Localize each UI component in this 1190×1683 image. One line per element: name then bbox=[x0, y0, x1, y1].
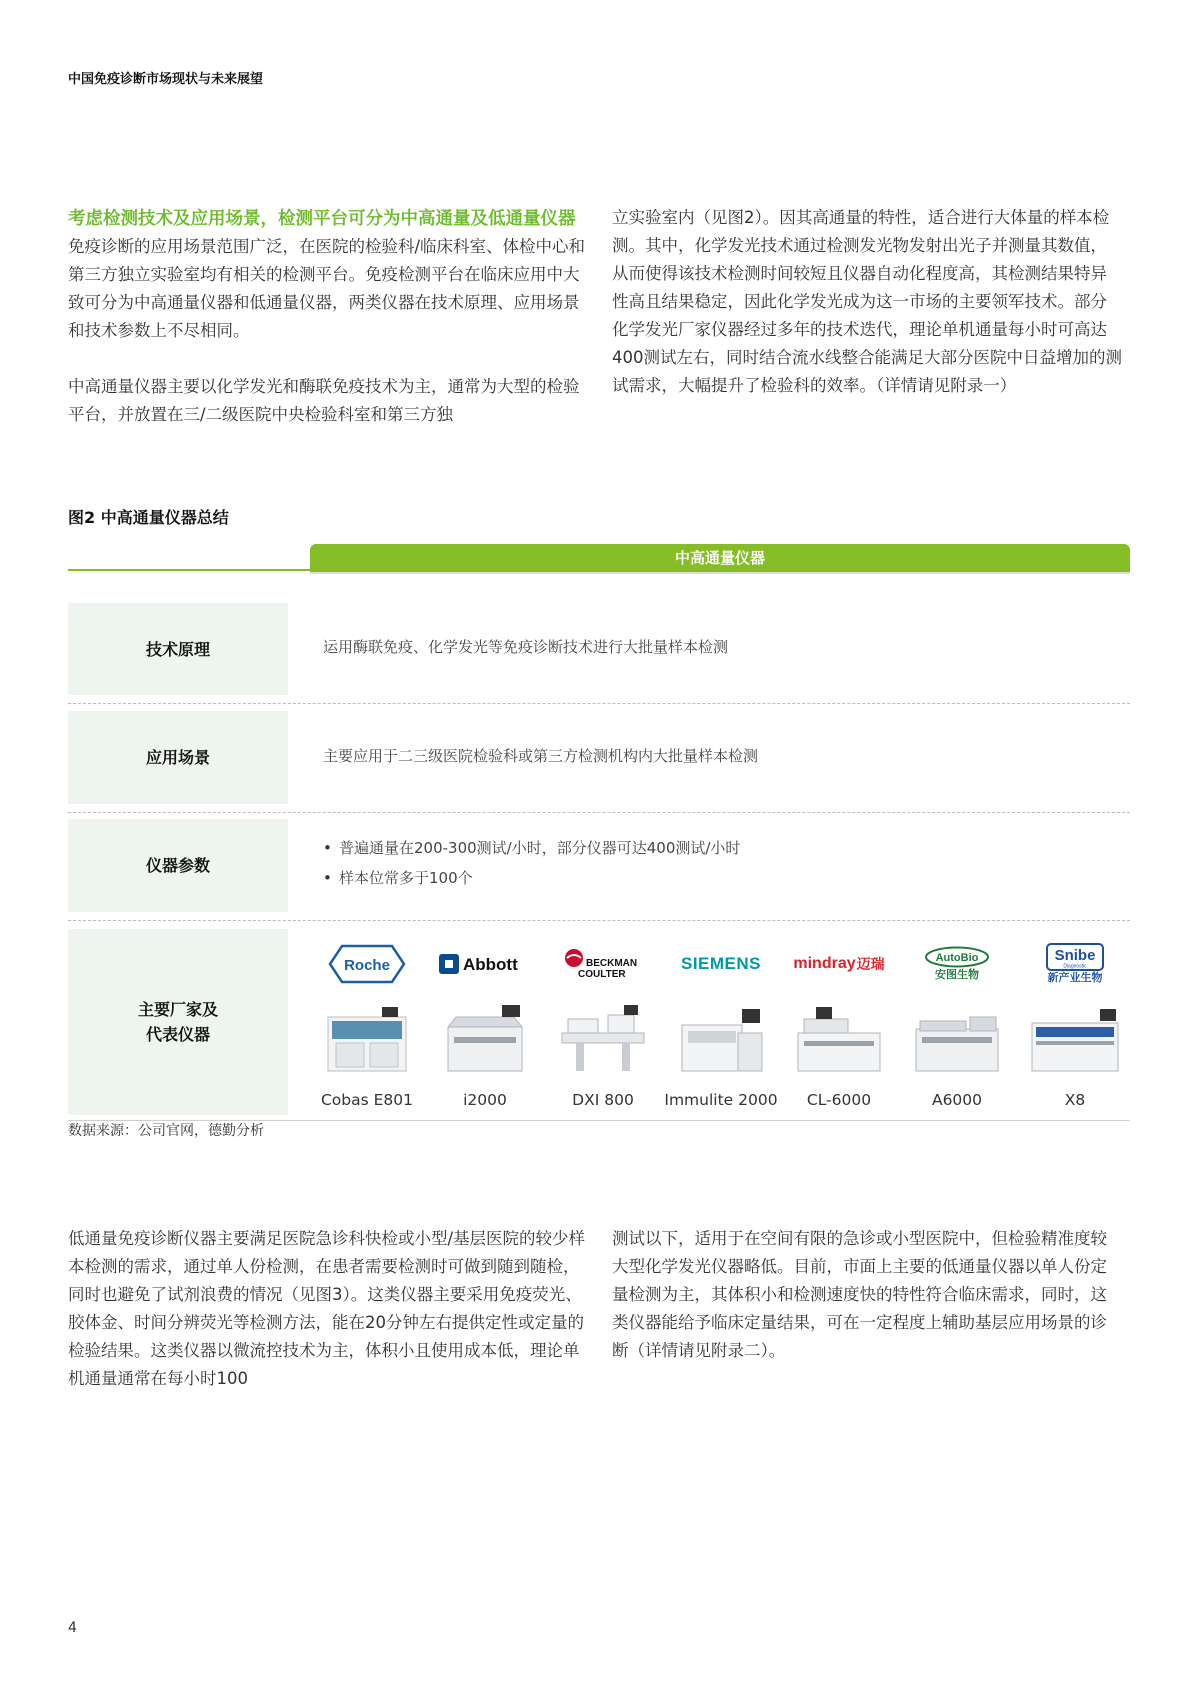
right-top-column bbox=[612, 204, 1122, 400]
left-bottom-column bbox=[68, 1225, 588, 1393]
vendor-item bbox=[1016, 933, 1134, 1123]
vendor-model: Cobas E801 bbox=[320, 1091, 414, 1109]
paragraph: 测试以下，适用于在空间有限的急诊或小型医院中，但检验精准度较大型化学发光仪器略低。目前，市面上主要的低通量仪器以单人份定量检测为主，其体积小和检测速度快的特性符合临床需求，同时，这类仪器能给予临床定量结果，可在一定程度上辅助基层应用场景的诊断（详情请见附录二）。 bbox=[612, 1229, 1107, 1360]
paragraph: 中高通量仪器主要以化学发光和酶联免疫技术为主，通常为大型的检验平台，并放置在三/二级医院中央检验科室和第三方独 bbox=[68, 377, 580, 424]
analyzer-image bbox=[558, 1003, 648, 1075]
parameter-item: • 样本位常多于100个 bbox=[323, 863, 740, 893]
table-header-rule bbox=[310, 572, 1130, 574]
row-label: 技术原理 bbox=[68, 603, 288, 695]
roche-logo bbox=[308, 943, 426, 985]
left-top-column bbox=[68, 206, 588, 429]
svg-text:COULTER: COULTER bbox=[578, 969, 626, 980]
table-row bbox=[68, 819, 1130, 914]
row-divider bbox=[68, 812, 1130, 813]
row-label: 应用场景 bbox=[68, 711, 288, 804]
siemens-logo: SIEMENS bbox=[680, 954, 762, 973]
right-bottom-column bbox=[612, 1225, 1122, 1365]
abbott-logo bbox=[426, 943, 544, 985]
vendor-item bbox=[308, 933, 426, 1123]
row-label: 主要厂家及 代表仪器 bbox=[68, 929, 288, 1115]
analyzer-image bbox=[1030, 1003, 1120, 1075]
svg-text:BECKMAN: BECKMAN bbox=[586, 958, 638, 969]
analyzer-image bbox=[322, 1003, 412, 1075]
svg-text:Abbott: Abbott bbox=[463, 955, 518, 974]
vendor-item bbox=[780, 933, 898, 1123]
paragraph: 立实验室内（见图2）。因其高通量的特性，适合进行大体量的样本检测。其中，化学发光技术通过检测发光物发射出光子并测量其数值，从而使得该技术检测时间较短且仪器自动化程度高，其检测结果特异性高且结果稳定，因此化学发光成为这一市场的主要领军技术。部分化学发光厂家仪器经过多年的技术迭代，理论单机通量每小时可高达400测试左右，同时结合流水线整合能满足大部分医院中日益增加的测试需求，大幅提升了检验科的效率。（详情请见附录一） bbox=[612, 208, 1122, 395]
analyzer-image bbox=[676, 1003, 766, 1075]
vendor-model: A6000 bbox=[931, 1091, 983, 1109]
snibe-logo: Snibe Diagnostic 新产业生物 bbox=[1016, 943, 1134, 985]
table-row bbox=[68, 929, 1130, 1125]
row-divider bbox=[68, 703, 1130, 704]
row-content: 运用酶联免疫、化学发光等免疫诊断技术进行大批量样本检测 bbox=[323, 638, 729, 656]
section-heading: 考虑检测技术及应用场景，检测平台可分为中高通量及低通量仪器 bbox=[68, 209, 576, 229]
vendor-item bbox=[898, 933, 1016, 1123]
vendor-model: X8 bbox=[1064, 1091, 1086, 1109]
table-row bbox=[68, 603, 1130, 698]
mindray-logo: mindray 迈瑞 bbox=[793, 955, 885, 973]
paragraph: 低通量免疫诊断仪器主要满足医院急诊科快检或小型/基层医院的较少样本检测的需求，通过单人份检测，在患者需要检测时可做到随到随检，同时也避免了试剂浪费的情况（见图3）。这类仪器主要采用免疫荧光、胶体金、时间分辨荧光等检测方法，能在20分钟左右提供定性或定量的检验结果。这类仪器以微流控技术为主，体积小且使用成本低，理论单机通量通常在每小时100 bbox=[68, 1229, 586, 1388]
table-column-header: 中高通量仪器 bbox=[310, 544, 1130, 572]
running-header: 中国免疫诊断市场现状与未来展望 bbox=[68, 72, 264, 87]
vendor-item bbox=[426, 933, 544, 1123]
vendor-model: i2000 bbox=[463, 1091, 507, 1109]
vendor-list bbox=[308, 933, 1128, 1123]
autobio-logo: AutoBio 安图生物 bbox=[898, 943, 1016, 985]
svg-text:AutoBio: AutoBio bbox=[935, 952, 979, 964]
row-divider bbox=[68, 920, 1130, 921]
svg-text:Snibe: Snibe bbox=[1054, 947, 1096, 964]
row-content: 主要应用于二三级医院检验科或第三方检测机构内大批量样本检测 bbox=[323, 747, 759, 765]
analyzer-image bbox=[794, 1003, 884, 1075]
table-row bbox=[68, 711, 1130, 806]
parameter-item: • 普遍通量在200-300测试/小时，部分仪器可达400测试/小时 bbox=[323, 833, 740, 863]
parameter-list bbox=[323, 833, 740, 893]
analyzer-image bbox=[440, 1003, 530, 1075]
row-label: 仪器参数 bbox=[68, 819, 288, 912]
table-top-rule bbox=[68, 569, 310, 571]
paragraph: 免疫诊断的应用场景范围广泛，在医院的检验科/临床科室、体检中心和第三方独立实验室均有相关的检测平台。免疫检测平台在临床应用中大致可分为中高通量仪器和低通量仪器，两类仪器在技术原理、应用场景和技术参数上不尽相同。 bbox=[68, 237, 586, 340]
page-number: 4 bbox=[68, 1620, 77, 1636]
vendor-model: DXI 800 bbox=[572, 1091, 634, 1109]
vendor-model: Immulite 2000 bbox=[664, 1091, 778, 1109]
figure-title: 图2 中高通量仪器总结 bbox=[68, 508, 229, 527]
vendor-item bbox=[544, 933, 662, 1123]
svg-text:Roche: Roche bbox=[344, 957, 390, 974]
beckman-coulter-logo bbox=[544, 943, 662, 985]
vendor-item bbox=[662, 933, 780, 1123]
data-source-note: 数据来源：公司官网，德勤分析 bbox=[68, 1123, 264, 1139]
analyzer-image bbox=[912, 1003, 1002, 1075]
vendor-model: CL-6000 bbox=[806, 1091, 872, 1109]
svg-text:Diagnostic: Diagnostic bbox=[1063, 963, 1087, 970]
